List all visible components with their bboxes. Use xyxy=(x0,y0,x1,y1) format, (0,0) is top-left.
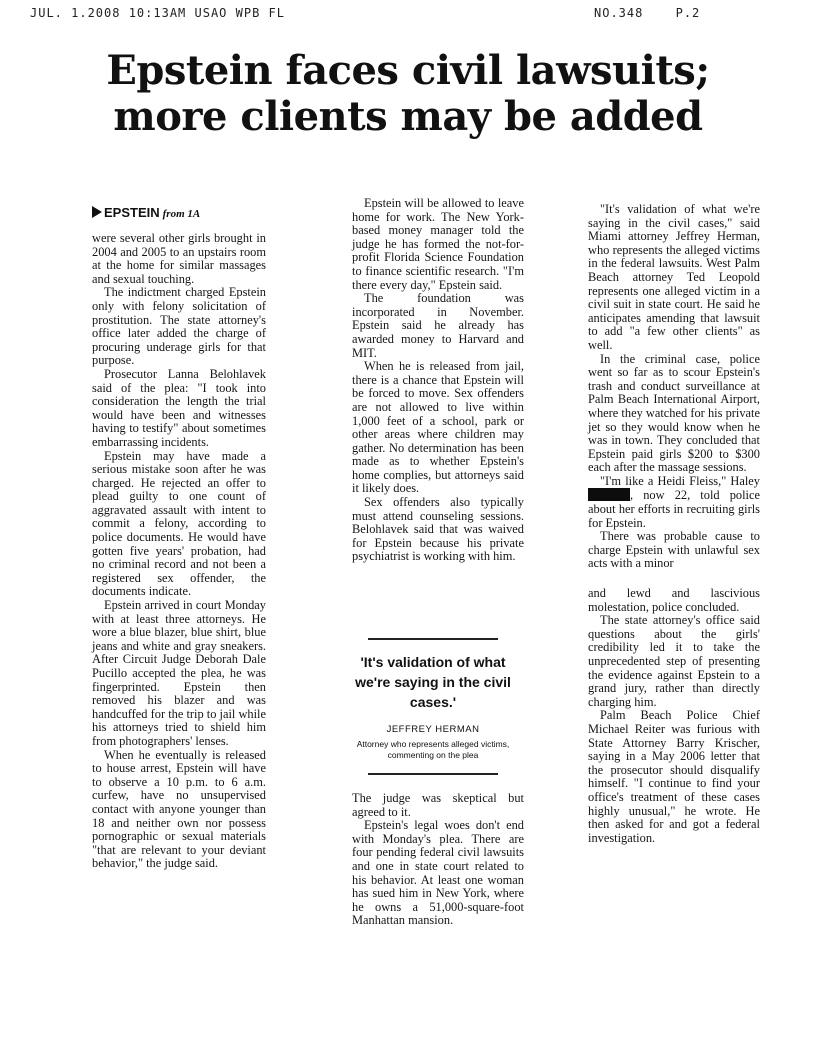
quote-before: "I'm like a Heidi Fleiss," Haley xyxy=(600,473,760,488)
jump-label xyxy=(92,205,200,220)
paragraph: Prosecutor Lanna Belohlavek said of the plea: "I took into consideration the length the trial would have been and witnesses having to testify" about sometimes embarrassing incidents. xyxy=(92,366,266,449)
paragraph: Epstein arrived in court Monday with at least three attorneys. He wore a blue blazer, blue shirt, blue jeans and white and gray sneakers. After Circuit Judge Deborah Dale Pucillo accepted the plea, he was fingerprinted. Epstein then removed his blazer and was handcuffed for the trip to jail while his attorneys tried to shield him from photographers' lenses. xyxy=(92,598,266,748)
pull-quote xyxy=(354,638,512,775)
paragraph: The foundation was incorporated in November. Epstein said he already has awarded money to Harvard and MIT. xyxy=(352,291,524,360)
article-column-2 xyxy=(352,197,524,564)
fax-number: NO.348 xyxy=(594,6,644,20)
headline-line-2: more clients may be added xyxy=(113,93,703,140)
paragraph: The state attorney's office said questions about the girls' credibility led it to take the unprecedented step of presenting the evidence against Epstein to a grand jury, rather than directly charging him. xyxy=(588,613,760,709)
fax-header-right xyxy=(594,6,724,20)
paragraph: were several other girls brought in 2004 and 2005 to an upstairs room at the home for similar massages and sexual touching. xyxy=(92,231,266,286)
paragraph: and lewd and lascivious molestation, police concluded. xyxy=(588,586,760,614)
redaction-box xyxy=(588,488,630,501)
paragraph: When he eventually is released to house arrest, Epstein will have to observe a 10 p.m. to 6 a.m. curfew, have no unsupervised contact with anyone younger than 18 and neither own nor possess pornographic or sexual materials "that are relevant to your deviant behavior," the judge said. xyxy=(92,747,266,871)
paragraph-redacted xyxy=(588,475,760,530)
article-column-1 xyxy=(92,232,266,871)
paragraph: In the criminal case, police went so far as to scour Epstein's trash and conduct surveillance at Palm Beach International Airport, where they watched for his private jet so they would know when he was in town. They concluded that Epstein paid girls $200 to $300 each after the massage sessions. xyxy=(588,351,760,475)
paragraph: Sex offenders also typically must attend counseling sessions. Belohlavek said that was waived for Epstein because his private psychiatrist is working with him. xyxy=(352,495,524,564)
article-column-2-continued xyxy=(352,792,524,928)
column-gap xyxy=(588,571,760,587)
quote-after: , now 22, told police about her efforts in recruiting girls for Epstein. xyxy=(588,488,760,530)
paragraph: Epstein will be allowed to leave home for work. The New York-based money manager told the judge he has formed the not-for-profit Florida Science Foundation to finance scientific research. "I'm there every day," Epstein said. xyxy=(352,196,524,292)
article-column-3 xyxy=(588,203,760,845)
paragraph: Epstein's legal woes don't end with Monday's plea. There are four pending federal civil lawsuits and one in state court related to his behavior. At least one woman has sued him in New York, where he owns a 51,000-square-foot Manhattan mansion. xyxy=(352,818,524,928)
pull-quote-attribution: JEFFREY HERMAN xyxy=(386,724,480,735)
jump-title: EPSTEIN xyxy=(104,205,160,220)
headline xyxy=(0,48,816,140)
divider xyxy=(368,638,498,640)
pull-quote-text: 'It's validation of what we're saying in the civil cases.' xyxy=(355,654,511,710)
paragraph: When he is released from jail, there is a chance that Epstein will be forced to move. Sex offenders are not allowed to live within 1,000 feet of a school, park or other areas where children may gather. No determination has been made as to whether Epstein's home complies, but attorneys said it likely does. xyxy=(352,359,524,496)
pull-quote-description: Attorney who represents alleged victims, commenting on the plea xyxy=(356,739,510,760)
paragraph: The indictment charged Epstein only with felony solicitation of prostitution. The state attorney's office later added the charge of procuring underage girls for that purpose. xyxy=(92,285,266,368)
paragraph: "It's validation of what we're saying in the civil cases," said Miami attorney Jeffrey Herman, who represents the alleged victims in the federal lawsuits. West Palm Beach attorney Ted Leopold represents one alleged victim in a civil suit in state court. He said he anticipates amending that lawsuit to add "a few other clients" as well. xyxy=(588,202,760,352)
fax-header-left: JUL. 1.2008 10:13AM USAO WPB FL xyxy=(30,6,285,20)
fax-page: P.2 xyxy=(675,6,701,20)
jump-from: from 1A xyxy=(162,208,201,220)
paragraph: Epstein may have made a serious mistake soon after he was charged. He rejected an offer to plead guilty to one count of aggravated assault with intent to commit a felony, according to police documents. He would have gotten five years' probation, had no criminal record and not been a registered sex offender, the documents indicate. xyxy=(92,448,266,599)
paragraph: Palm Beach Police Chief Michael Reiter was furious with State Attorney Barry Krischer, saying in a May 2006 letter that the prosecutor should disqualify himself. "I continue to find your office's treatment of these cases highly unusual," he wrote. He then asked for and got a federal investigation. xyxy=(588,708,760,845)
play-arrow-icon xyxy=(92,206,102,218)
divider xyxy=(368,773,498,775)
paragraph: There was probable cause to charge Epstein with unlawful sex acts with a minor xyxy=(588,529,760,571)
headline-line-1: Epstein faces civil lawsuits; xyxy=(106,47,710,94)
paragraph: The judge was skeptical but agreed to it. xyxy=(352,791,524,819)
